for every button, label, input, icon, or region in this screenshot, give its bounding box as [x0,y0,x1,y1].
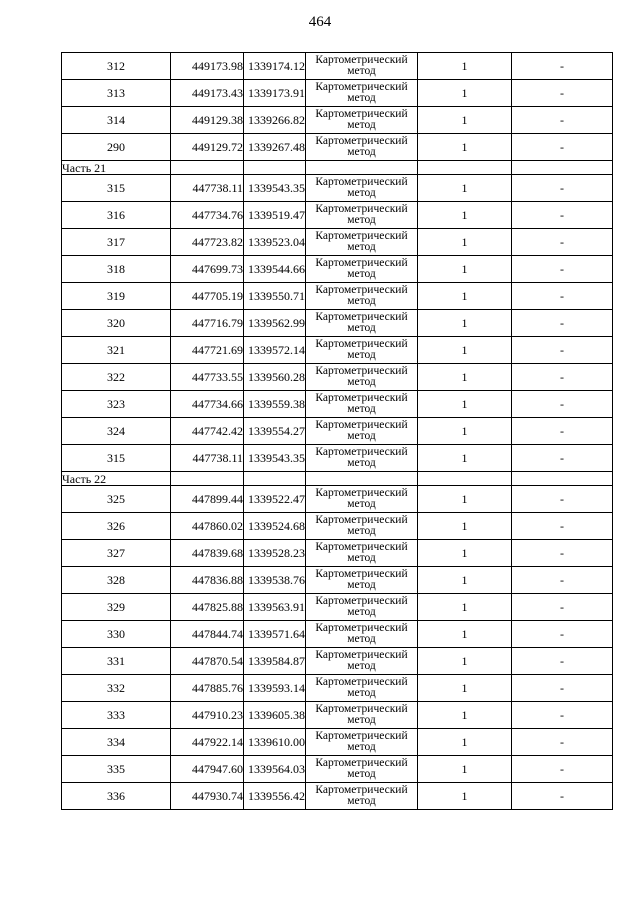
description-cell: - [512,80,613,107]
table-row [62,229,613,256]
y-coordinate-cell: 1339572.14 [244,337,306,364]
method-cell: Картометрический метод [306,256,418,283]
accuracy-cell: 1 [418,310,512,337]
point-number-cell: 330 [62,621,171,648]
description-cell: - [512,364,613,391]
method-cell: Картометрический метод [306,675,418,702]
section-row [62,472,613,486]
y-coordinate-cell: 1339174.12 [244,53,306,80]
point-number-cell: 318 [62,256,171,283]
empty-cell [171,472,244,486]
description-cell: - [512,756,613,783]
accuracy-cell: 1 [418,256,512,283]
accuracy-cell: 1 [418,675,512,702]
description-cell: - [512,256,613,283]
point-number-cell: 334 [62,729,171,756]
accuracy-cell: 1 [418,729,512,756]
table-row [62,107,613,134]
method-cell: Картометрический метод [306,418,418,445]
description-cell: - [512,729,613,756]
x-coordinate-cell: 449173.43 [171,80,244,107]
accuracy-cell: 1 [418,486,512,513]
method-cell: Картометрический метод [306,202,418,229]
accuracy-cell: 1 [418,229,512,256]
empty-cell [306,472,418,486]
y-coordinate-cell: 1339562.99 [244,310,306,337]
y-coordinate-cell: 1339556.42 [244,783,306,810]
accuracy-cell: 1 [418,594,512,621]
description-cell: - [512,229,613,256]
point-number-cell: 320 [62,310,171,337]
y-coordinate-cell: 1339544.66 [244,256,306,283]
point-number-cell: 324 [62,418,171,445]
table-row [62,594,613,621]
table-row [62,756,613,783]
x-coordinate-cell: 447734.66 [171,391,244,418]
accuracy-cell: 1 [418,540,512,567]
accuracy-cell: 1 [418,53,512,80]
empty-cell [306,161,418,175]
accuracy-cell: 1 [418,107,512,134]
table-row [62,702,613,729]
y-coordinate-cell: 1339554.27 [244,418,306,445]
point-number-cell: 322 [62,364,171,391]
page-number: 464 [308,14,332,30]
method-cell: Картометрический метод [306,337,418,364]
accuracy-cell: 1 [418,134,512,161]
description-cell: - [512,648,613,675]
x-coordinate-cell: 449173.98 [171,53,244,80]
method-cell: Картометрический метод [306,229,418,256]
empty-cell [512,161,613,175]
coordinates-table [61,52,613,810]
x-coordinate-cell: 449129.38 [171,107,244,134]
point-number-cell: 333 [62,702,171,729]
table-row [62,175,613,202]
y-coordinate-cell: 1339584.87 [244,648,306,675]
description-cell: - [512,675,613,702]
method-cell: Картометрический метод [306,391,418,418]
y-coordinate-cell: 1339593.14 [244,675,306,702]
y-coordinate-cell: 1339563.91 [244,594,306,621]
empty-cell [418,161,512,175]
accuracy-cell: 1 [418,175,512,202]
table-row [62,513,613,540]
x-coordinate-cell: 447699.73 [171,256,244,283]
point-number-cell: 290 [62,134,171,161]
method-cell: Картометрический метод [306,513,418,540]
accuracy-cell: 1 [418,80,512,107]
y-coordinate-cell: 1339267.48 [244,134,306,161]
description-cell: - [512,513,613,540]
description-cell: - [512,540,613,567]
x-coordinate-cell: 447742.42 [171,418,244,445]
table-row [62,202,613,229]
y-coordinate-cell: 1339523.04 [244,229,306,256]
point-number-cell: 336 [62,783,171,810]
accuracy-cell: 1 [418,648,512,675]
y-coordinate-cell: 1339519.47 [244,202,306,229]
table-row [62,134,613,161]
description-cell: - [512,175,613,202]
table-row [62,337,613,364]
accuracy-cell: 1 [418,567,512,594]
method-cell: Картометрический метод [306,80,418,107]
x-coordinate-cell: 447721.69 [171,337,244,364]
point-number-cell: 317 [62,229,171,256]
x-coordinate-cell: 447705.19 [171,283,244,310]
x-coordinate-cell: 447836.88 [171,567,244,594]
accuracy-cell: 1 [418,202,512,229]
section-label: Часть 22 [62,472,171,486]
method-cell: Картометрический метод [306,364,418,391]
point-number-cell: 329 [62,594,171,621]
method-cell: Картометрический метод [306,621,418,648]
point-number-cell: 325 [62,486,171,513]
method-cell: Картометрический метод [306,648,418,675]
y-coordinate-cell: 1339559.38 [244,391,306,418]
table-row [62,783,613,810]
point-number-cell: 315 [62,445,171,472]
table-row [62,486,613,513]
empty-cell [512,472,613,486]
accuracy-cell: 1 [418,513,512,540]
y-coordinate-cell: 1339564.03 [244,756,306,783]
method-cell: Картометрический метод [306,283,418,310]
description-cell: - [512,445,613,472]
method-cell: Картометрический метод [306,134,418,161]
table-row [62,256,613,283]
table-row [62,418,613,445]
point-number-cell: 328 [62,567,171,594]
y-coordinate-cell: 1339571.64 [244,621,306,648]
empty-cell [244,161,306,175]
x-coordinate-cell: 449129.72 [171,134,244,161]
method-cell: Картометрический метод [306,594,418,621]
description-cell: - [512,337,613,364]
x-coordinate-cell: 447738.11 [171,445,244,472]
method-cell: Картометрический метод [306,486,418,513]
description-cell: - [512,202,613,229]
point-number-cell: 313 [62,80,171,107]
x-coordinate-cell: 447860.02 [171,513,244,540]
y-coordinate-cell: 1339610.00 [244,729,306,756]
point-number-cell: 323 [62,391,171,418]
y-coordinate-cell: 1339605.38 [244,702,306,729]
x-coordinate-cell: 447733.55 [171,364,244,391]
point-number-cell: 326 [62,513,171,540]
point-number-cell: 316 [62,202,171,229]
description-cell: - [512,486,613,513]
x-coordinate-cell: 447723.82 [171,229,244,256]
description-cell: - [512,702,613,729]
table-row [62,310,613,337]
description-cell: - [512,783,613,810]
method-cell: Картометрический метод [306,783,418,810]
y-coordinate-cell: 1339550.71 [244,283,306,310]
point-number-cell: 332 [62,675,171,702]
description-cell: - [512,283,613,310]
method-cell: Картометрический метод [306,702,418,729]
accuracy-cell: 1 [418,756,512,783]
accuracy-cell: 1 [418,418,512,445]
y-coordinate-cell: 1339522.47 [244,486,306,513]
y-coordinate-cell: 1339266.82 [244,107,306,134]
method-cell: Картометрический метод [306,445,418,472]
description-cell: - [512,107,613,134]
empty-cell [244,472,306,486]
accuracy-cell: 1 [418,783,512,810]
table-row [62,540,613,567]
point-number-cell: 321 [62,337,171,364]
y-coordinate-cell: 1339173.91 [244,80,306,107]
table-row [62,391,613,418]
table-row [62,80,613,107]
point-number-cell: 314 [62,107,171,134]
method-cell: Картометрический метод [306,53,418,80]
accuracy-cell: 1 [418,391,512,418]
point-number-cell: 315 [62,175,171,202]
description-cell: - [512,134,613,161]
x-coordinate-cell: 447734.76 [171,202,244,229]
point-number-cell: 327 [62,540,171,567]
y-coordinate-cell: 1339543.35 [244,175,306,202]
description-cell: - [512,391,613,418]
y-coordinate-cell: 1339528.23 [244,540,306,567]
table-row [62,53,613,80]
table-row [62,621,613,648]
point-number-cell: 312 [62,53,171,80]
point-number-cell: 319 [62,283,171,310]
x-coordinate-cell: 447885.76 [171,675,244,702]
coordinates-table-body [62,53,613,810]
x-coordinate-cell: 447899.44 [171,486,244,513]
table-row [62,283,613,310]
y-coordinate-cell: 1339524.68 [244,513,306,540]
accuracy-cell: 1 [418,445,512,472]
y-coordinate-cell: 1339543.35 [244,445,306,472]
x-coordinate-cell: 447870.54 [171,648,244,675]
table-row [62,648,613,675]
section-row [62,161,613,175]
method-cell: Картометрический метод [306,175,418,202]
method-cell: Картометрический метод [306,567,418,594]
empty-cell [171,161,244,175]
section-label: Часть 21 [62,161,171,175]
empty-cell [418,472,512,486]
description-cell: - [512,418,613,445]
method-cell: Картометрический метод [306,107,418,134]
x-coordinate-cell: 447930.74 [171,783,244,810]
accuracy-cell: 1 [418,337,512,364]
x-coordinate-cell: 447947.60 [171,756,244,783]
accuracy-cell: 1 [418,283,512,310]
x-coordinate-cell: 447922.14 [171,729,244,756]
description-cell: - [512,621,613,648]
method-cell: Картометрический метод [306,756,418,783]
method-cell: Картометрический метод [306,729,418,756]
method-cell: Картометрический метод [306,310,418,337]
x-coordinate-cell: 447738.11 [171,175,244,202]
method-cell: Картометрический метод [306,540,418,567]
point-number-cell: 335 [62,756,171,783]
y-coordinate-cell: 1339538.76 [244,567,306,594]
description-cell: - [512,53,613,80]
x-coordinate-cell: 447839.68 [171,540,244,567]
accuracy-cell: 1 [418,621,512,648]
description-cell: - [512,594,613,621]
x-coordinate-cell: 447716.79 [171,310,244,337]
x-coordinate-cell: 447825.88 [171,594,244,621]
table-row [62,675,613,702]
point-number-cell: 331 [62,648,171,675]
table-row [62,729,613,756]
accuracy-cell: 1 [418,364,512,391]
description-cell: - [512,310,613,337]
x-coordinate-cell: 447910.23 [171,702,244,729]
accuracy-cell: 1 [418,702,512,729]
x-coordinate-cell: 447844.74 [171,621,244,648]
table-row [62,364,613,391]
description-cell: - [512,567,613,594]
y-coordinate-cell: 1339560.28 [244,364,306,391]
table-row [62,445,613,472]
table-row [62,567,613,594]
